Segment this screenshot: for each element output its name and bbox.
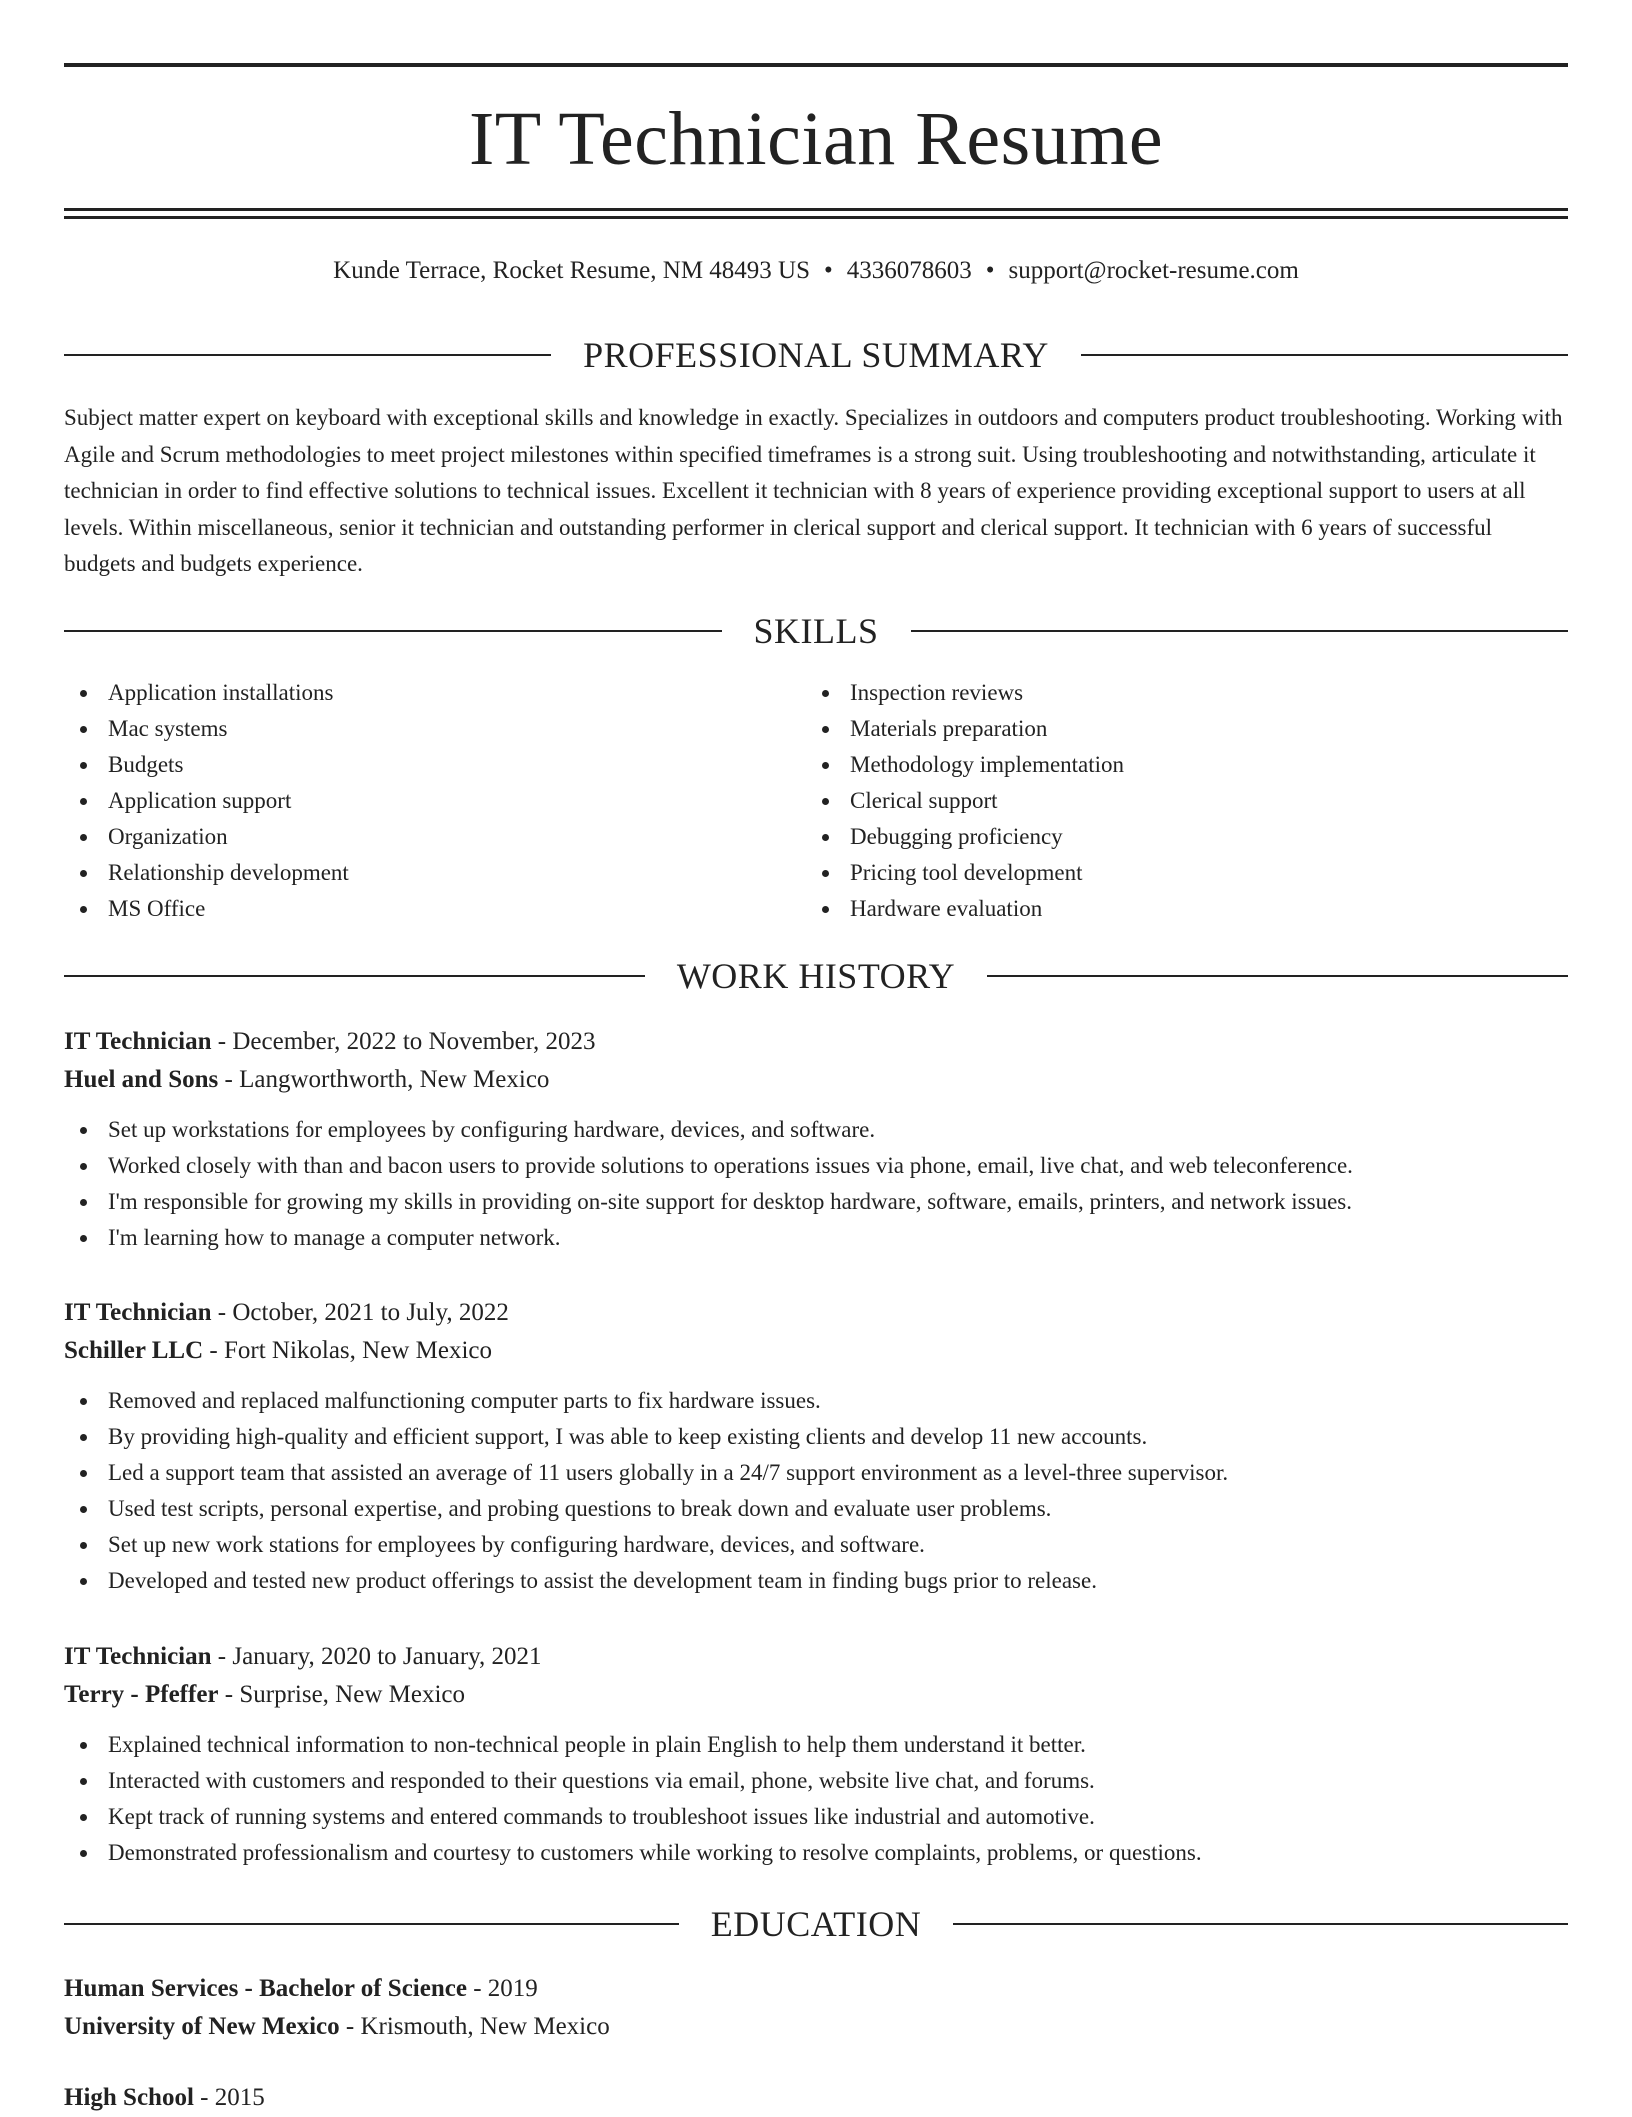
job-dates: - October, 2021 to July, 2022 — [211, 1299, 509, 1326]
skills-column-left — [64, 675, 806, 927]
job-company-line — [64, 1676, 1568, 1714]
job-company-line — [64, 1332, 1568, 1370]
skill-item: Application installations — [64, 675, 806, 711]
section-header-work-history — [64, 956, 1568, 996]
divider — [911, 630, 1569, 632]
education-school: University of New Mexico — [64, 2013, 340, 2040]
education-location: - Krismouth, New Mexico — [339, 2013, 610, 2040]
job-bullet: Set up new work stations for employees by configuring hardware, devices, and software. — [64, 1527, 1568, 1563]
job-title: IT Technician — [64, 1028, 212, 1055]
job-location: - Surprise, New Mexico — [218, 1681, 466, 1708]
job-bullet: Removed and replaced malfunctioning computer parts to fix hardware issues. — [64, 1383, 1568, 1419]
section-header-education — [64, 1904, 1568, 1944]
job-entry — [64, 1638, 1568, 1871]
job-bullet: Developed and tested new product offerings to assist the development team in finding bugs prior to release. — [64, 1563, 1568, 1599]
education-school-line — [64, 2008, 1568, 2046]
job-title-line — [64, 1294, 1568, 1332]
divider — [953, 1923, 1568, 1925]
skill-item: Inspection reviews — [806, 675, 1548, 711]
job-bullet: Led a support team that assisted an average of 11 users globally in a 24/7 support environment as a level-three supervisor. — [64, 1455, 1568, 1491]
skills-column-right — [806, 675, 1548, 927]
job-bullet: By providing high-quality and efficient support, I was able to keep existing clients and develop 11 new accounts. — [64, 1419, 1568, 1455]
skill-item: Budgets — [64, 747, 806, 783]
job-bullet: Kept track of running systems and entered commands to troubleshoot issues like industrial and automotive. — [64, 1799, 1568, 1835]
job-bullet: Interacted with customers and responded to their questions via email, phone, website live chat, and forums. — [64, 1763, 1568, 1799]
job-company: Terry - Pfeffer — [64, 1681, 219, 1708]
skill-item: Hardware evaluation — [806, 891, 1548, 927]
summary-text: Subject matter expert on keyboard with exceptional skills and knowledge in exactly. Specializes in outdoors and computers product troubleshooting. Working with Agile and Scrum methodologies to meet project milestones within specified timeframes is a strong suit. Using troubleshooting and notwithstanding, articulate it technician in order to find effective solutions to technical issues. Excellent it technician with 8 years of experience providing exceptional support to users at all levels. Within miscellaneous, senior it technician and outstanding performer in clerical support and clerical support. It technician with 6 years of successful budgets and budgets experience. — [64, 405, 1563, 576]
skill-item: Application support — [64, 783, 806, 819]
section-title: PROFESSIONAL SUMMARY — [583, 335, 1049, 375]
job-bullets — [64, 1383, 1568, 1599]
divider — [1081, 354, 1568, 356]
education-entry — [64, 1970, 1568, 2046]
job-bullet: I'm learning how to manage a computer network. — [64, 1220, 1568, 1256]
skill-item: Pricing tool development — [806, 855, 1548, 891]
page-title: IT Technician Resume — [468, 97, 1164, 181]
education-year: - 2015 — [193, 2084, 265, 2111]
job-bullet: Explained technical information to non-technical people in plain English to help them understand it better. — [64, 1727, 1568, 1763]
separator: • — [985, 257, 995, 284]
skill-item: Debugging proficiency — [806, 819, 1548, 855]
divider — [64, 354, 551, 356]
divider — [64, 975, 645, 977]
job-company: Schiller LLC — [64, 1337, 204, 1364]
section-title: SKILLS — [753, 611, 879, 651]
education-degree-line — [64, 2079, 1568, 2117]
job-bullets — [64, 1112, 1568, 1256]
job-company: Huel and Sons — [64, 1066, 219, 1093]
job-bullet: Worked closely with than and bacon users to provide solutions to operations issues via phone, email, live chat, and web teleconference. — [64, 1148, 1568, 1184]
education-degree: Human Services - Bachelor of Science — [64, 1975, 467, 2002]
divider — [64, 1923, 679, 1925]
skill-item: Organization — [64, 819, 806, 855]
contact-line — [64, 256, 1568, 286]
title-double-rule — [64, 208, 1568, 219]
job-bullet: Used test scripts, personal expertise, and probing questions to break down and evaluate user problems. — [64, 1491, 1568, 1527]
job-bullet: I'm responsible for growing my skills in providing on-site support for desktop hardware, software, emails, printers, and network issues. — [64, 1184, 1568, 1220]
contact-email: support@rocket-resume.com — [1008, 257, 1299, 284]
skill-item: Methodology implementation — [806, 747, 1548, 783]
job-bullet: Set up workstations for employees by configuring hardware, devices, and software. — [64, 1112, 1568, 1148]
skills-list — [64, 675, 1568, 927]
job-title-line — [64, 1023, 1568, 1061]
divider — [64, 630, 722, 632]
job-location: - Langworthworth, New Mexico — [218, 1066, 550, 1093]
top-rule — [64, 63, 1568, 67]
job-entry — [64, 1023, 1568, 1256]
separator: • — [824, 257, 833, 284]
job-entry — [64, 1294, 1568, 1599]
education-year: - 2019 — [466, 1975, 538, 2002]
divider — [987, 975, 1568, 977]
education-degree-line — [64, 1970, 1568, 2008]
job-dates: - January, 2020 to January, 2021 — [211, 1643, 542, 1670]
skill-item: MS Office — [64, 891, 806, 927]
education-degree: High School — [64, 2084, 194, 2111]
job-title: IT Technician — [64, 1299, 212, 1326]
contact-address: Kunde Terrace, Rocket Resume, NM 48493 US — [333, 257, 811, 284]
skill-item: Mac systems — [64, 711, 806, 747]
job-location: - Fort Nikolas, New Mexico — [203, 1337, 492, 1364]
job-bullet: Demonstrated professionalism and courtesy to customers while working to resolve complaints, problems, or questions. — [64, 1835, 1568, 1871]
education-entry — [64, 2079, 1568, 2117]
job-title-line — [64, 1638, 1568, 1676]
job-title: IT Technician — [64, 1643, 212, 1670]
section-title: EDUCATION — [710, 1904, 922, 1944]
section-title: WORK HISTORY — [676, 956, 956, 996]
job-bullets — [64, 1727, 1568, 1871]
job-dates: - December, 2022 to November, 2023 — [211, 1028, 596, 1055]
contact-phone: 4336078603 — [846, 257, 972, 284]
section-header-skills — [64, 611, 1568, 651]
skill-item: Clerical support — [806, 783, 1548, 819]
skill-item: Materials preparation — [806, 711, 1548, 747]
skill-item: Relationship development — [64, 855, 806, 891]
section-header-summary — [64, 335, 1568, 375]
job-company-line — [64, 1061, 1568, 1099]
